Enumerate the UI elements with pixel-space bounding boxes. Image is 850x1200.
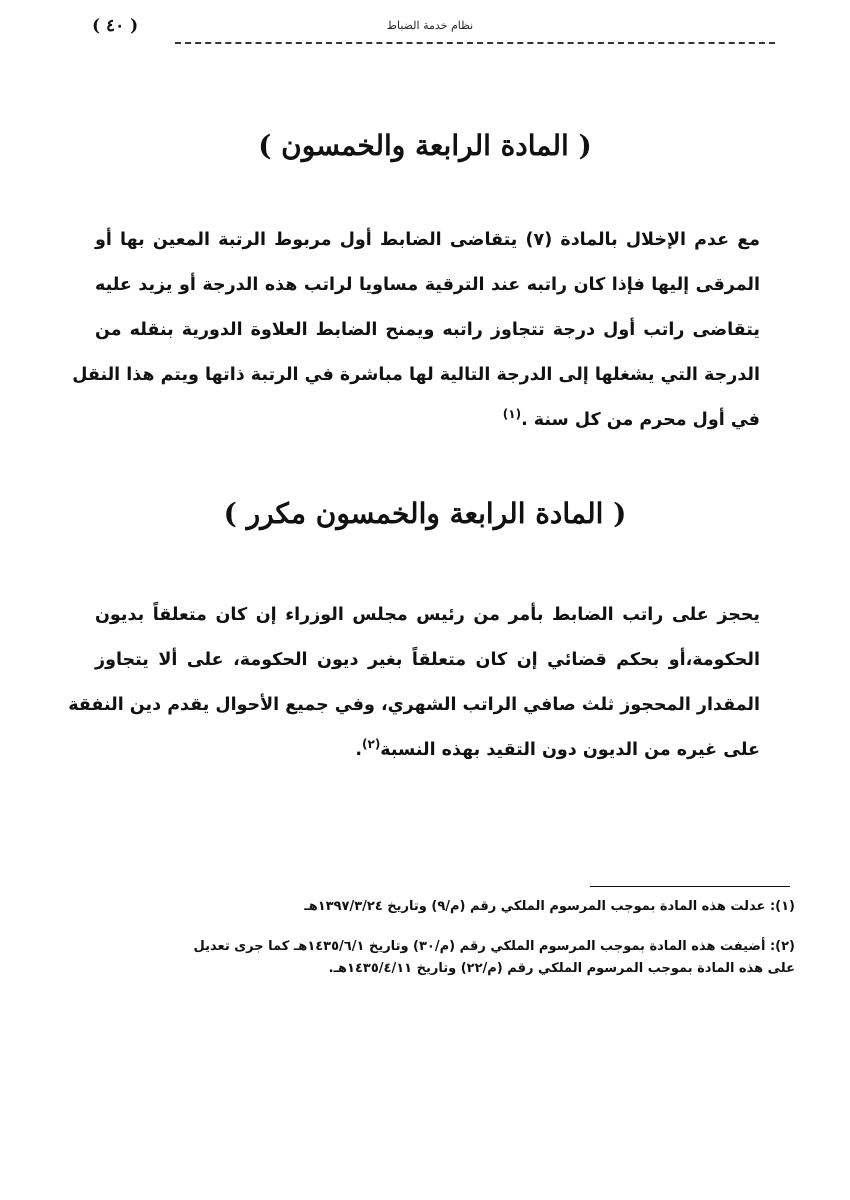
footnote-divider	[590, 886, 790, 887]
article-54-repeated-body	[68, 593, 760, 773]
footnote-2-line: على هذه المادة بموجب المرسوم الملكي رقم (م/٢٢) وتاريخ ١٤٣٥/٤/١١هـ.	[328, 961, 795, 976]
article-54r-last-line	[95, 728, 760, 773]
footnote-1-text: (١): عدلت هذه المادة بموجب المرسوم الملكي رقم (م/٩) وتاريخ ١٣٩٧/٣/٢٤هـ	[304, 899, 795, 914]
footnote-2	[150, 936, 795, 980]
footnote-2-line: (٢): أضيفت هذه المادة بموجب المرسوم الملكي رقم (م/٣٠) وتاريخ ١٤٣٥/٦/١هـ كما جرى تعديل	[193, 939, 795, 954]
article-54-line-text: في أول محرم من كل سنة .	[521, 410, 760, 430]
article-54-last-line	[95, 398, 760, 443]
article-54r-line: يحجز على راتب الضابط بأمر من رئيس مجلس الوزراء إن كان متعلقاً بديون	[95, 605, 760, 625]
article-54-repeated-heading: ( المادة الرابعة والخمسون مكرر )	[223, 497, 627, 530]
article-54r-line-text: على غيره من الديون دون التقيد بهذه النسبة	[380, 740, 760, 760]
article-54-line: مع عدم الإخلال بالمادة (٧) يتقاضى الضابط أول مربوط الرتبة المعين بها أو	[95, 230, 760, 250]
running-title: نظام خدمة الضباط	[386, 19, 474, 32]
article-54-line: الدرجة التي يشغلها إلى الدرجة التالية لها مباشرة في الرتبة ذاتها ويتم هذا النقل	[72, 365, 760, 385]
footnote-ref-2[interactable]: (٢)	[362, 737, 381, 752]
article-54-line: يتقاضى راتب أول درجة تتجاوز راتبه ويمنح الضابط العلاوة الدورية بنقله من	[95, 320, 760, 340]
page-number: ( ٤٠ )	[92, 16, 139, 36]
footnote-ref-1[interactable]: (١)	[502, 407, 522, 422]
header-divider	[175, 42, 775, 44]
article-54r-line: المقدار المحجوز ثلث صافي الراتب الشهري، وفي جميع الأحوال يقدم دين النفقة	[68, 695, 760, 715]
article-54-line: المرقى إليها فإذا كان راتبه عند الترقية مساويا لراتب هذه الدرجة أو يزيد عليه	[95, 275, 760, 295]
article-54-heading: ( المادة الرابعة والخمسون )	[258, 129, 592, 162]
end-period: .	[355, 740, 362, 760]
article-54-body	[72, 218, 760, 443]
footnote-1	[150, 896, 795, 918]
running-header	[80, 14, 780, 38]
article-54r-line: الحكومة،أو بحكم قضائي إن كان متعلقاً بغير ديون الحكومة، على ألا يتجاوز	[95, 650, 760, 670]
